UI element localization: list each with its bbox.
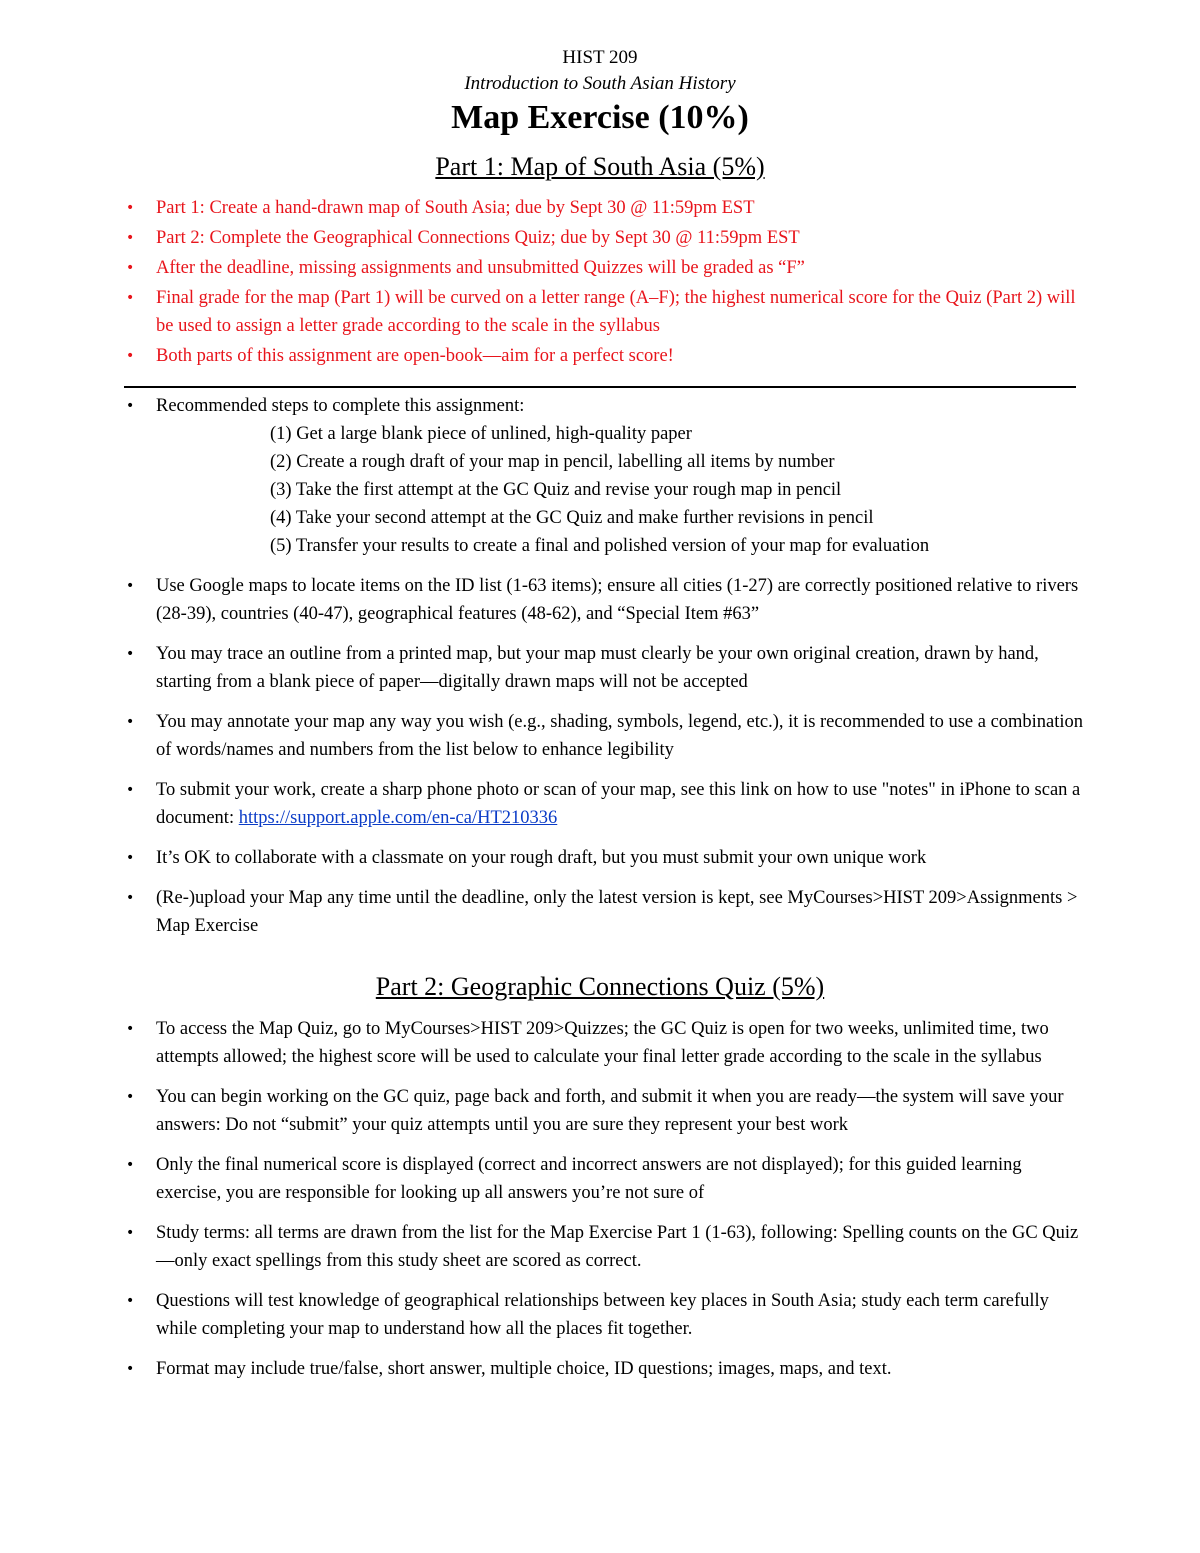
part1-instructions-list [126,392,1086,952]
instruction-item: • (Re-)upload your Map any time until the deadline, only the latest version is kept, see MyCourses>HIST 209>Assignments > Map Exercise [126,884,1086,940]
submit-instruction-item [126,776,1086,832]
instruction-item: • It’s OK to collaborate with a classmate on your rough draft, but you must submit your own unique work [126,844,1086,872]
step-item: (1) Get a large blank piece of unlined, high-quality paper [270,424,692,444]
step-item: (2) Create a rough draft of your map in pencil, labelling all items by number [270,452,835,472]
steps-list-item [126,392,1086,560]
submit-text: To submit your work, create a sharp phone photo or scan of your map, see this link on how to use "notes" in iPhone to scan a document: [156,780,1081,828]
apple-support-link[interactable]: https://support.apple.com/en-ca/HT210336 [238,808,558,828]
quiz-instruction-item: • You can begin working on the GC quiz, page back and forth, and submit it when you are ready—the system will save your answers: Do not “submit” your quiz attempts until you are sure they represent your best work [126,1083,1086,1139]
part2-heading: Part 2: Geographic Connections Quiz (5%) [375,972,825,1001]
part1-heading: Part 1: Map of South Asia (5%) [435,152,765,181]
step-item: (4) Take your second attempt at the GC Quiz and make further revisions in pencil [270,508,874,528]
quiz-instruction-item: • Format may include true/false, short answer, multiple choice, ID questions; images, maps, and text. [126,1355,1086,1383]
quiz-instruction-item: • To access the Map Quiz, go to MyCourses>HIST 209>Quizzes; the GC Quiz is open for two weeks, unlimited time, two attempts allowed; the highest score will be used to calculate your final letter grade according to the scale in the syllabus [126,1015,1086,1071]
instruction-item: • You may trace an outline from a printed map, but your map must clearly be your own original creation, drawn by hand, starting from a blank piece of paper—digitally drawn maps will not be accepted [126,640,1086,696]
deadline-item: • Final grade for the map (Part 1) will be curved on a letter range (A–F); the highest numerical score for the Quiz (Part 2) will be used to assign a letter grade according to the scale in the syllabus [126,284,1086,340]
deadline-item: • Part 1: Create a hand-drawn map of South Asia; due by Sept 30 @ 11:59pm EST [126,194,1086,222]
quiz-instruction-item: • Questions will test knowledge of geographical relationships between key places in South Asia; study each term carefully while completing your map to understand how all the places fit together. [126,1287,1086,1343]
recommended-steps [156,420,1086,560]
deadline-item: • After the deadline, missing assignments and unsubmitted Quizzes will be graded as “F” [126,254,1086,282]
instruction-item: • Use Google maps to locate items on the ID list (1-63 items); ensure all cities (1-27) are correctly positioned relative to rivers (28-39), countries (40-47), geographical features (48-62), and “Special Item #63” [126,572,1086,628]
quiz-instruction-item: • Only the final numerical score is displayed (correct and incorrect answers are not displayed); for this guided learning exercise, you are responsible for looking up all answers you’re not sure of [126,1151,1086,1207]
deadline-list [126,194,1086,372]
quiz-instruction-item: • Study terms: all terms are drawn from the list for the Map Exercise Part 1 (1-63), following: Spelling counts on the GC Quiz—only exact spellings from this study sheet are scored as correct. [126,1219,1086,1275]
step-item: (3) Take the first attempt at the GC Quiz and revise your rough map in pencil [270,480,842,500]
steps-intro: Recommended steps to complete this assignment: [156,396,525,416]
deadline-item: • Part 2: Complete the Geographical Connections Quiz; due by Sept 30 @ 11:59pm EST [126,224,1086,252]
course-code: HIST 209 [562,47,638,68]
section-divider [124,386,1076,388]
deadline-item: • Both parts of this assignment are open-book—aim for a perfect score! [126,342,1086,370]
part2-instructions-list [126,1015,1086,1395]
page-title: Map Exercise (10%) [451,99,749,136]
step-item: (5) Transfer your results to create a final and polished version of your map for evaluation [270,536,930,556]
course-subtitle: Introduction to South Asian History [464,73,736,94]
instruction-item: • You may annotate your map any way you wish (e.g., shading, symbols, legend, etc.), it is recommended to use a combination of words/names and numbers from the list below to enhance legibility [126,708,1086,764]
